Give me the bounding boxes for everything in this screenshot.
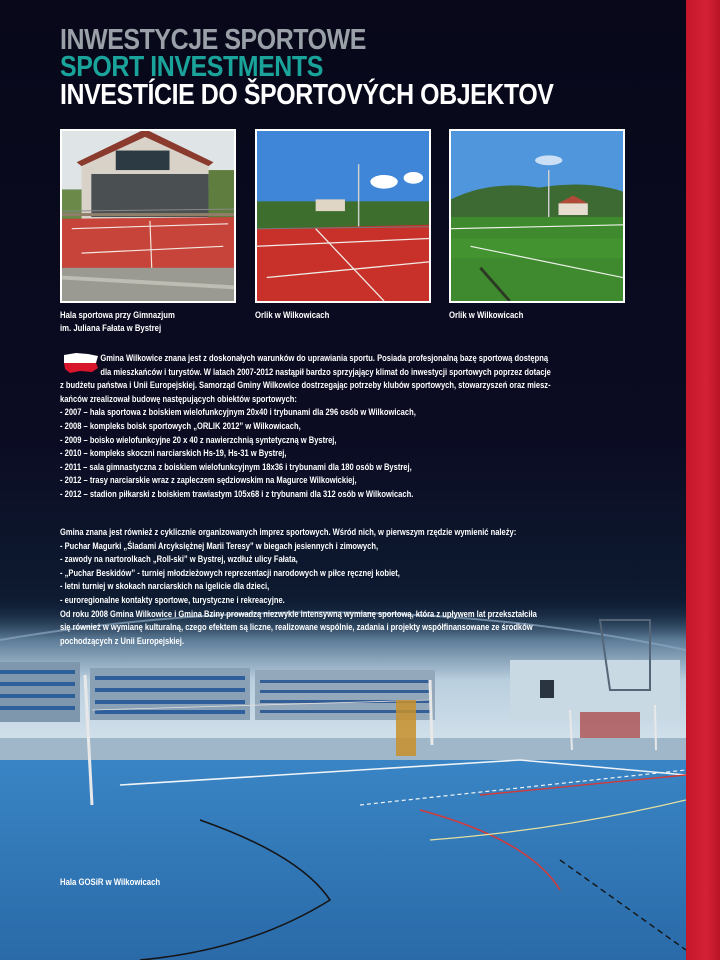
paragraph-line: się również w wymianę kulturalną, czego efektem są liczne, realizowane wspólnie, zadania i projekty współfinansowane ze środków xyxy=(60,622,533,633)
list-item: - 2012 – trasy narciarskie wraz z zapleczem sędziowskim na Magurce Wilkowickiej, xyxy=(60,475,357,486)
list-item: - 2011 – sala gimnastyczna z boiskiem wielofunkcyjnym 18x36 i trybunami dla 180 osób w Bystrej, xyxy=(60,461,412,472)
title-slovak: INVESTÍCIE DO ŠPORTOVÝCH OBJEKTOV xyxy=(60,79,554,111)
paragraph-line: Gmina znana jest również z cyklicznie organizowanych imprez sportowych. Wśród nich, w pierwszym rzędzie wymienić należy: xyxy=(60,527,517,537)
photo-caption-2: Orlik w Wilkowicach xyxy=(255,310,330,320)
list-item: - letni turniej w skokach narciarskich na igelicie dla dzieci, xyxy=(60,581,270,592)
hall-photo-caption: Hala GOSiR w Wilkowicach xyxy=(60,877,161,887)
list-item: - 2009 – boisko wielofunkcyjne 20 x 40 z nawierzchnią syntetyczną w Bystrej, xyxy=(60,434,337,445)
paragraph-investments xyxy=(60,352,640,502)
paragraph-events xyxy=(60,526,640,648)
paragraph-line: kańców zrealizował budowę następujących obiektów sportowych: xyxy=(60,393,297,404)
list-item: - 2007 – hala sportowa z boiskiem wielofunkcyjnym 20x40 i trybunami dla 296 osób w Wilkowicach, xyxy=(60,407,416,418)
title-polish: INWESTYCJE SPORTOWE xyxy=(60,24,366,56)
list-item: - zawody na nartorolkach „Roll-ski” w Bystrej, wzdłuż ulicy Fałata, xyxy=(60,554,298,565)
list-item: - 2012 – stadion piłkarski z boiskiem trawiastym 105x68 i z trybunami dla 312 osób w Wilkowicach. xyxy=(60,488,414,499)
paragraph-line: Od roku 2008 Gmina Wilkowice i Gmina Bziny prowadzą niezwykle intensywną wymianę sportową, która z upływem lat przekształciła xyxy=(60,608,537,619)
photo-sports-hall-bystra xyxy=(60,129,236,303)
list-item: - euroregionalne kontakty sportowe, turystyczne i rekreacyjne. xyxy=(60,594,285,605)
list-item: - 2008 – kompleks boisk sportowych „ORLIK 2012” w Wilkowicach, xyxy=(60,420,301,431)
photo-caption-1 xyxy=(60,309,175,335)
photo-orlik-grass-pitch xyxy=(449,129,625,303)
paragraph-line: z budżetu państwa i Unii Europejskiej. Samorząd Gminy Wilkowice dostrzegając potrzeby klubów sportowych, stowarzyszeń oraz miesz- xyxy=(60,380,551,391)
list-item: - 2010 – kompleks skoczni narciarskich Hs-19, Hs-31 w Bystrej, xyxy=(60,448,287,459)
photo-orlik-red-court xyxy=(255,129,431,303)
paragraph-line: dla mieszkańców i turystów. W latach 2007-2012 nastąpił bardzo sprzyjający klimat do inwestycji sportowych poprzez dotacje xyxy=(100,366,551,377)
title-english: SPORT INVESTMENTS xyxy=(60,51,323,83)
list-item: - Puchar Magurki „Śladami Arcyksiężnej Marii Teresy” w biegach jesiennych i zimowych, xyxy=(60,540,379,551)
photo-caption-1-line1: Hala sportowa przy Gimnazjum xyxy=(60,310,175,320)
photo-caption-1-line2: im. Juliana Fałata w Bystrej xyxy=(60,323,162,333)
list-item: - „Puchar Beskidów” - turniej młodzieżowych reprezentacji narodowych w piłce ręcznej kobiet, xyxy=(60,567,400,578)
red-side-band xyxy=(686,0,720,960)
paragraph-line: pochodzących z Unii Europejskiej. xyxy=(60,635,184,646)
photo-caption-3: Orlik w Wilkowicach xyxy=(449,310,524,320)
stands-left xyxy=(0,662,250,722)
paragraph-line: Gmina Wilkowice znana jest z doskonałych warunków do uprawiania sportu. Posiada profesjonalną bazę sportową dostępną xyxy=(100,353,549,363)
sports-hall-photo xyxy=(0,600,686,960)
title-block xyxy=(60,26,680,110)
